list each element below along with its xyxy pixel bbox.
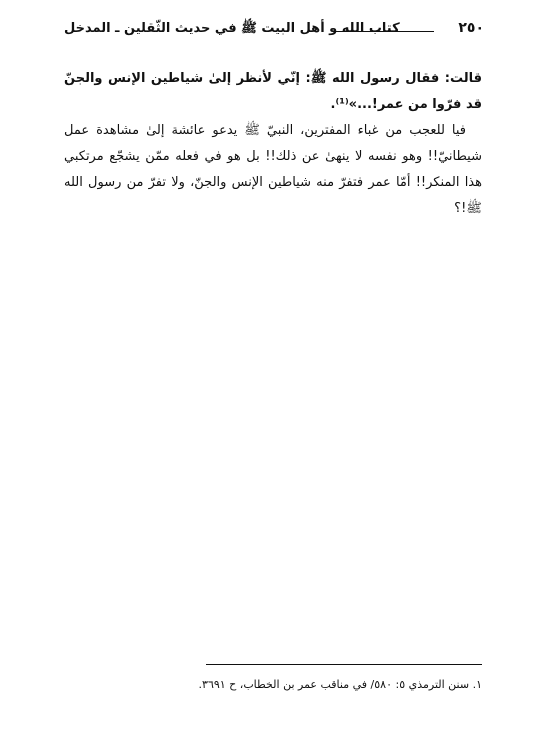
page-header bbox=[64, 18, 484, 42]
main-text bbox=[64, 66, 482, 222]
paragraph-commentary: فيا للعجب من غباء المفترين، النبيّ ﷺ يدعو عائشة إلىٰ مشاهدة عمل شيطانيّ!! وهو نفسه لا ينهىٰ عن ذلك!! بل هو في فعله ممّن يشجّع مرتكبي هذا المنكر!! أمّا عمر فتفرّ منه شياطين الإنس والجنّ، ولا تفرّ من رسول الله ﷺ!؟ bbox=[64, 123, 482, 216]
footnote-1: ١. سنن الترمذي ٥: ٥٨٠/ في مناقب عمر بن الخطاب، ح ٣٦٩١. bbox=[198, 678, 482, 691]
page-number: ٢٥٠ bbox=[458, 20, 484, 36]
footnote-rule bbox=[206, 664, 482, 665]
paragraph-quote: قالت: فقال رسول الله ﷺ: إنّي لأنظر إلىٰ شياطين الإنس والجنّ قد فرّوا من عمر!...»⁽¹⁾. bbox=[64, 71, 482, 112]
running-title: كتاب الله و أهل البيت ﷺ في حديث الثّقلين ـ المدخل bbox=[64, 21, 400, 36]
